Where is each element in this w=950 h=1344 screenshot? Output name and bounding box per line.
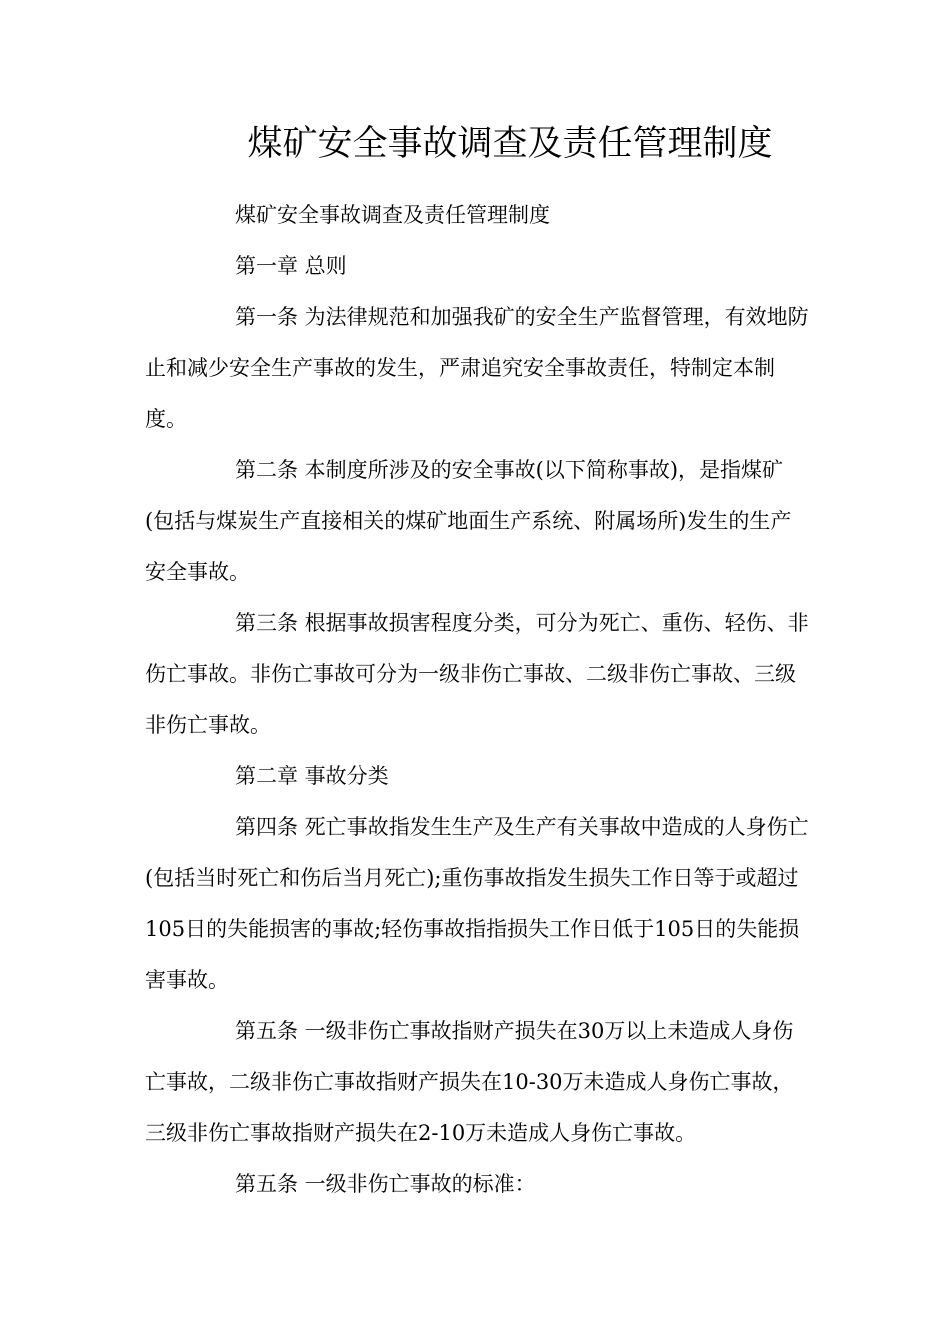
chapter-heading-classification: 第二章 事故分类 (235, 764, 389, 788)
article-5-standard: 第五条 一级非伤亡事故的标准： (235, 1172, 536, 1196)
article-2: 第二条 本制度所涉及的安全事故(以下简称事故)，是指煤矿(包括与煤炭生产直接相关的煤矿地面生产系统、附属场所)发生的生产安全事故。 (145, 458, 792, 584)
chapter-heading-general: 第一章 总则 (235, 254, 347, 278)
paragraph-subtitle: 煤矿安全事故调查及责任管理制度 (235, 203, 550, 227)
article-4: 第四条 死亡事故指发生生产及生产有关事故中造成的人身伤亡(包括当时死亡和伤后当月死亡);重伤事故指发生损失工作日等于或超过105日的失能损害的事故;轻伤事故指指损失工作日低于105日的失能损害事故。 (145, 815, 809, 992)
document-title: 煤矿安全事故调查及责任管理制度 (247, 124, 773, 164)
article-1: 第一条 为法律规范和加强我矿的安全生产监督管理，有效地防止和减少安全生产事故的发生，严肃追究安全事故责任，特制定本制度。 (145, 305, 809, 431)
article-3: 第三条 根据事故损害程度分类，可分为死亡、重伤、轻伤、非伤亡事故。非伤亡事故可分为一级非伤亡事故、二级非伤亡事故、三级非伤亡事故。 (145, 611, 809, 737)
article-5: 第五条 一级非伤亡事故指财产损失在30万以上未造成人身伤亡事故，二级非伤亡事故指财产损失在10-30万未造成人身伤亡事故，三级非伤亡事故指财产损失在2-10万未造成人身伤亡事故。 (145, 1019, 794, 1145)
document-body (145, 190, 810, 1210)
